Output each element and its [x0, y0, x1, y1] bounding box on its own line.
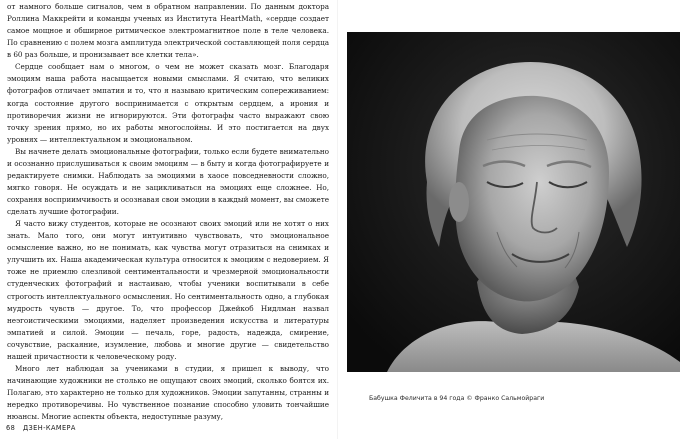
paragraph-1: от намного больше сигналов, чем в обратном направлении. По данным доктора Роллина Маккрейти и команды ученых из Института HeartMath, «сердце создает самое мощное и обширное ритмическое электромагнитное поле в теле человека. По сравнению с полем мозга амплитуда электрической составляющей поля сердца в 60 раз больше, и пронизывает все клетки тела».: [7, 2, 329, 60]
left-page: [0, 0, 335, 439]
paragraph-2: Сердце сообщает нам о многом, о чем не может сказать мозг. Благодаря эмоциям наша работа насыщается новыми смыслами. Я считаю, что великих фотографов отличает эмпатия и то, что я называю критическим сопереживанием: когда состояние другого воспринимается с открытым сердцем, а ирония и противоречия жизни не игнорируются. Эти фотографы часто выражают свою точку зрения прямо, но их работы многослойны. И это постигается на двух уровнях — интеллектуальном и эмоциональном.: [7, 62, 329, 144]
page-gutter: [337, 0, 338, 439]
portrait-photo-image: [347, 32, 680, 372]
paragraph-5: Много лет наблюдая за учениками в студии, я пришел к выводу, что начинающие художники не столько не ощущают своих эмоций, сколько боятся их. Полагаю, это характерно не только для художников. Эмоции запутанны, странны и нередко противоречивы. Но чувственное познание способно уловить тончайшие нюансы. Многие аспекты объекта, недоступные разуму,: [7, 363, 329, 422]
portrait-photo: [347, 32, 680, 372]
paragraph-4: Я часто вижу студентов, которые не осознают своих эмоций или не хотят о них знать. Мало того, они могут интуитивно чувствовать, что эмоциональное осмысление важно, но не понимать, как чувства могут отразиться на снимках и улучшить их. Наша академическая культура относится к эмоциям с недоверием. Я тоже не приемлю слезливой сентиментальности и чрезмерной эмоциональности студенческих фотографий и настаиваю, чтобы ученики воспитывали в себе строгость интеллектуального осмысления. Но сентиментальность одно, а глубокая мудрость чувств — другое. То, что профессор Джейкоб Нидлман назвал неэгоистическими эмоциями, наделяет произведения искусства и литературы эмпатией и силой. Эмоции — печаль, горе, радость, надежда, смирение, сочувствие, раскаяние, изумление, любовь и многие другие — свидетельство нашей причастности к человеческому роду.: [7, 219, 329, 361]
page-number: 68: [6, 424, 16, 432]
body-text: [7, 1, 329, 423]
paragraph-3: Вы начнете делать эмоциональные фотографии, только если будете внимательно и осознанно прислушиваться к своим эмоциям — в быту и когда фотографируете и редактируете снимки. Наблюдать за эмоциями в хаосе повседневности сложно, мягко говоря. Не осуждать и не зацикливаться на эмоциях еще сложнее. Но, сохраняя восприимчивость и осознавая свои эмоции в каждый момент, вы сможете сделать лучшие фотографии.: [7, 146, 329, 217]
photo-caption: Бабушка Феличита в 94 года © Франко Сальмойраги: [369, 395, 545, 402]
running-title: ДЗЕН-КАМЕРА: [23, 424, 76, 432]
